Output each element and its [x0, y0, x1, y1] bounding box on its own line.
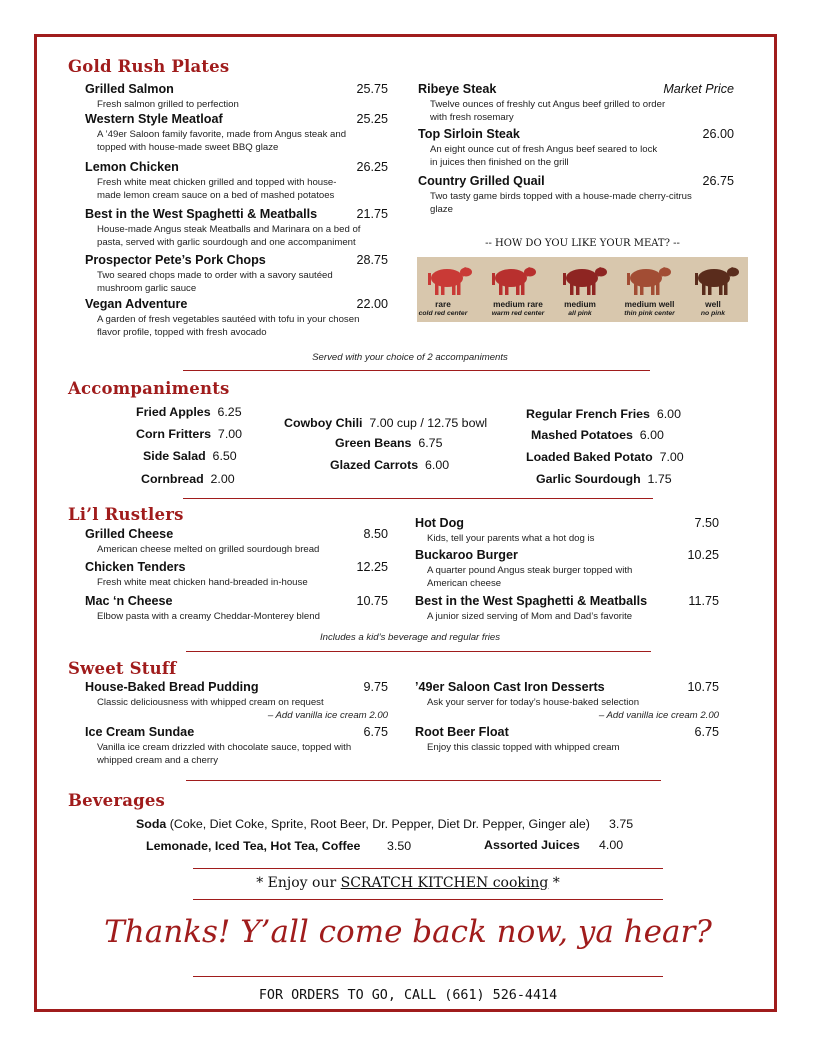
menu-item-price: 11.75 — [688, 594, 719, 608]
accompaniment-item — [143, 449, 237, 463]
menu-item-description: Fresh white meat chicken grilled and topped with house- — [97, 177, 337, 188]
menu-item-description: Kids, tell your parents what a hot dog is — [427, 533, 595, 544]
accompaniment-name: Green Beans — [335, 436, 412, 450]
doneness-level: rare — [435, 299, 451, 309]
menu-item-price: 6.75 — [363, 725, 388, 739]
accompaniment-name: Cowboy Chili — [284, 416, 363, 430]
menu-item-description: Fresh white meat chicken hand-breaded in-house — [97, 577, 308, 588]
accompaniment-item — [335, 436, 442, 450]
menu-item-description: Elbow pasta with a creamy Cheddar-Monterey blend — [97, 611, 320, 622]
doneness-description: no pink — [700, 310, 726, 317]
divider — [193, 899, 663, 900]
accompaniment-item — [136, 405, 242, 419]
menu-item-price: 7.50 — [694, 516, 719, 530]
accompaniment-price: 6.25 — [210, 405, 242, 419]
doneness-label — [554, 300, 606, 318]
menu-item-name: Vegan Adventure — [85, 297, 188, 311]
doneness-level: medium — [564, 299, 596, 309]
menu-item-description: pasta, served with garlic sourdough and one accompaniment — [97, 236, 356, 248]
menu-item-price: 12.25 — [356, 560, 388, 574]
menu-item-price: 6.75 — [694, 725, 719, 739]
divider — [186, 780, 661, 781]
menu-item-price: 25.75 — [356, 82, 388, 96]
soda-price: 3.75 — [609, 817, 634, 831]
menu-item-name: Grilled Salmon — [85, 82, 174, 96]
enjoy-highlight: SCRATCH KITCHEN cooking — [340, 875, 549, 891]
doneness-description: thin pink center — [624, 310, 675, 317]
accompaniment-price: 2.00 — [203, 472, 235, 486]
menu-item-description: Vanilla ice cream drizzled with chocolate sauce, topped with — [97, 742, 352, 753]
accompaniment-name: Fried Apples — [136, 405, 211, 419]
menu-item-price: 25.25 — [356, 112, 388, 126]
doneness-description: warm red center — [491, 310, 545, 317]
menu-item-price: 8.50 — [363, 527, 388, 541]
accompaniment-item — [526, 450, 684, 464]
soda-list: (Coke, Diet Coke, Sprite, Root Beer, Dr. Pepper, Diet Dr. Pepper, Ginger ale) — [169, 817, 590, 831]
menu-item-description: Ask your server for today’s house-baked selection — [427, 697, 640, 708]
menu-item-description: A quarter pound Angus steak burger topped with — [427, 565, 633, 576]
lemonade-name: Lemonade, Iced Tea, Hot Tea, Coffee — [146, 839, 361, 853]
lemonade-price: 3.50 — [387, 839, 412, 853]
menu-item-price: 10.75 — [687, 680, 719, 694]
menu-item-description: An eight ounce cut of fresh Angus beef seared to lock — [430, 144, 658, 155]
accompaniment-price: 6.75 — [411, 436, 443, 450]
menu-item-description: whipped cream and a cherry — [97, 754, 219, 766]
cow-icon — [692, 261, 742, 297]
section-title-gold-rush: Gold Rush Plates — [68, 57, 230, 76]
accompaniment-item — [531, 428, 664, 442]
scratch-kitchen-banner — [0, 875, 816, 891]
accompaniment-name: Glazed Carrots — [330, 458, 419, 472]
menu-item-description: Two tasty game birds topped with a house-made cherry-citrus — [430, 191, 692, 202]
accompaniment-name: Corn Fritters — [136, 427, 212, 441]
menu-item-description: Fresh salmon grilled to perfection — [97, 99, 239, 110]
accompaniment-item — [536, 472, 672, 486]
doneness-description: all pink — [568, 310, 592, 317]
menu-item-description: flavor profile, topped with fresh avocado — [97, 326, 267, 338]
cow-icon — [624, 261, 674, 297]
menu-item-price: 21.75 — [356, 207, 388, 221]
menu-item-name: Prospector Pete’s Pork Chops — [85, 253, 266, 267]
meat-question: -- HOW DO YOU LIKE YOUR MEAT? -- — [485, 238, 680, 249]
accompaniment-price: 7.00 cup / 12.75 bowl — [362, 416, 488, 430]
menu-item-name: House-Baked Bread Pudding — [85, 680, 259, 694]
accompaniment-item — [141, 472, 235, 486]
menu-item-price: 10.75 — [356, 594, 388, 608]
accompaniment-name: Regular French Fries — [526, 407, 650, 421]
accompaniment-price: 6.00 — [418, 458, 450, 472]
kids-note: Includes a kid’s beverage and regular fries — [319, 632, 501, 643]
menu-item-price: 26.75 — [702, 174, 734, 188]
accompaniment-price: 1.75 — [640, 472, 672, 486]
menu-item-addon: – Add vanilla ice cream 2.00 — [598, 709, 719, 721]
menu-item-price: 26.00 — [702, 127, 734, 141]
menu-item-price: 10.25 — [687, 548, 719, 562]
menu-item-name: Ice Cream Sundae — [85, 725, 195, 739]
menu-item-name: Ribeye Steak — [418, 82, 497, 96]
menu-item-description: A ’49er Saloon family favorite, made from Angus steak and — [97, 129, 347, 140]
divider — [183, 370, 650, 371]
accompaniment-name: Mashed Potatoes — [531, 428, 633, 442]
menu-item-description: Twelve ounces of freshly cut Angus beef grilled to order — [430, 99, 666, 110]
enjoy-suffix: * — [548, 875, 560, 891]
accompaniment-item — [284, 416, 487, 430]
menu-item-description: Two seared chops made to order with a savory sautéed — [97, 270, 333, 281]
gold-note: Served with your choice of 2 accompaniments — [312, 352, 508, 363]
menu-item-description: glaze — [430, 203, 453, 215]
thanks-message: Thanks! Y’all come back now, ya hear? — [104, 914, 712, 950]
accompaniment-price: 6.00 — [649, 407, 681, 421]
enjoy-prefix: * Enjoy our — [256, 875, 341, 891]
menu-item-description: A junior sized serving of Mom and Dad’s favorite — [427, 611, 633, 622]
accompaniment-name: Cornbread — [141, 472, 204, 486]
menu-item-price: Market Price — [663, 82, 734, 96]
doneness-level: medium well — [624, 299, 675, 309]
menu-item-name: Grilled Cheese — [85, 527, 174, 541]
doneness-label — [612, 300, 687, 318]
accompaniment-item — [526, 407, 681, 421]
menu-item-name: Root Beer Float — [415, 725, 509, 739]
menu-item-price: 9.75 — [363, 680, 388, 694]
section-title-sweet-stuff: Sweet Stuff — [68, 659, 177, 678]
menu-item-name: Lemon Chicken — [85, 160, 179, 174]
menu-item-name: Chicken Tenders — [85, 560, 186, 574]
divider — [183, 498, 653, 499]
doneness-label — [482, 300, 554, 318]
accompaniment-item — [136, 427, 242, 441]
orders-phone: FOR ORDERS TO GO, CALL (661) 526-4414 — [258, 988, 558, 1003]
accompaniment-name: Side Salad — [143, 449, 206, 463]
accompaniment-price: 6.00 — [632, 428, 664, 442]
cow-icon — [489, 261, 539, 297]
menu-item-addon: – Add vanilla ice cream 2.00 — [267, 709, 388, 721]
menu-item-description: A garden of fresh vegetables sautéed with tofu in your chosen — [97, 314, 360, 325]
cow-icon — [425, 261, 475, 297]
accompaniment-price: 7.00 — [211, 427, 243, 441]
menu-item-description: with fresh rosemary — [430, 111, 514, 123]
divider — [193, 976, 663, 977]
menu-item-description: made lemon cream sauce on a bed of mashed potatoes — [97, 189, 335, 201]
menu-item-description: mushroom garlic sauce — [97, 282, 197, 294]
menu-item-description: American cheese — [427, 577, 502, 589]
soda-item — [136, 817, 590, 831]
menu-item-name: Hot Dog — [415, 516, 464, 530]
menu-item-name: Mac ‘n Cheese — [85, 594, 173, 608]
menu-item-name: Best in the West Spaghetti & Meatballs — [85, 207, 318, 221]
menu-item-name: ’49er Saloon Cast Iron Desserts — [415, 680, 605, 694]
accompaniment-item — [330, 458, 449, 472]
menu-item-description: American cheese melted on grilled sourdough bread — [97, 544, 320, 555]
menu-item-name: Western Style Meatloaf — [85, 112, 223, 126]
accompaniment-price: 6.50 — [205, 449, 237, 463]
menu-item-price: 22.00 — [356, 297, 388, 311]
menu-item-description: Classic deliciousness with whipped cream on request — [97, 697, 324, 708]
accompaniment-name: Garlic Sourdough — [536, 472, 641, 486]
menu-item-description: House-made Angus steak Meatballs and Marinara on a bed of — [97, 224, 361, 235]
section-title-beverages: Beverages — [68, 791, 166, 810]
accompaniment-name: Loaded Baked Potato — [526, 450, 653, 464]
divider — [186, 651, 651, 652]
doneness-level: well — [705, 299, 721, 309]
doneness-description: cold red center — [418, 310, 468, 317]
juice-price: 4.00 — [599, 838, 624, 852]
menu-item-price: 28.75 — [356, 253, 388, 267]
accompaniment-price: 7.00 — [652, 450, 684, 464]
meat-doneness-chart — [417, 257, 748, 322]
menu-item-name: Buckaroo Burger — [415, 548, 518, 562]
juice-name: Assorted Juices — [484, 838, 580, 852]
menu-item-name: Best in the West Spaghetti & Meatballs — [415, 594, 648, 608]
menu-item-name: Top Sirloin Steak — [418, 127, 520, 141]
section-title-accompaniments: Accompaniments — [68, 379, 230, 398]
soda-name: Soda — [136, 817, 167, 831]
section-title-lil-rustlers: Li’l Rustlers — [68, 505, 184, 524]
menu-item-price: 26.25 — [356, 160, 388, 174]
doneness-level: medium rare — [493, 299, 543, 309]
menu-item-description: Enjoy this classic topped with whipped cream — [427, 742, 620, 753]
cow-icon — [560, 261, 610, 297]
menu-item-name: Country Grilled Quail — [418, 174, 545, 188]
doneness-label — [687, 300, 739, 318]
menu-item-description: topped with house-made sweet BBQ glaze — [97, 141, 279, 153]
doneness-label — [417, 300, 469, 318]
menu-item-description: in juices then finished on the grill — [430, 156, 569, 168]
divider — [193, 868, 663, 869]
